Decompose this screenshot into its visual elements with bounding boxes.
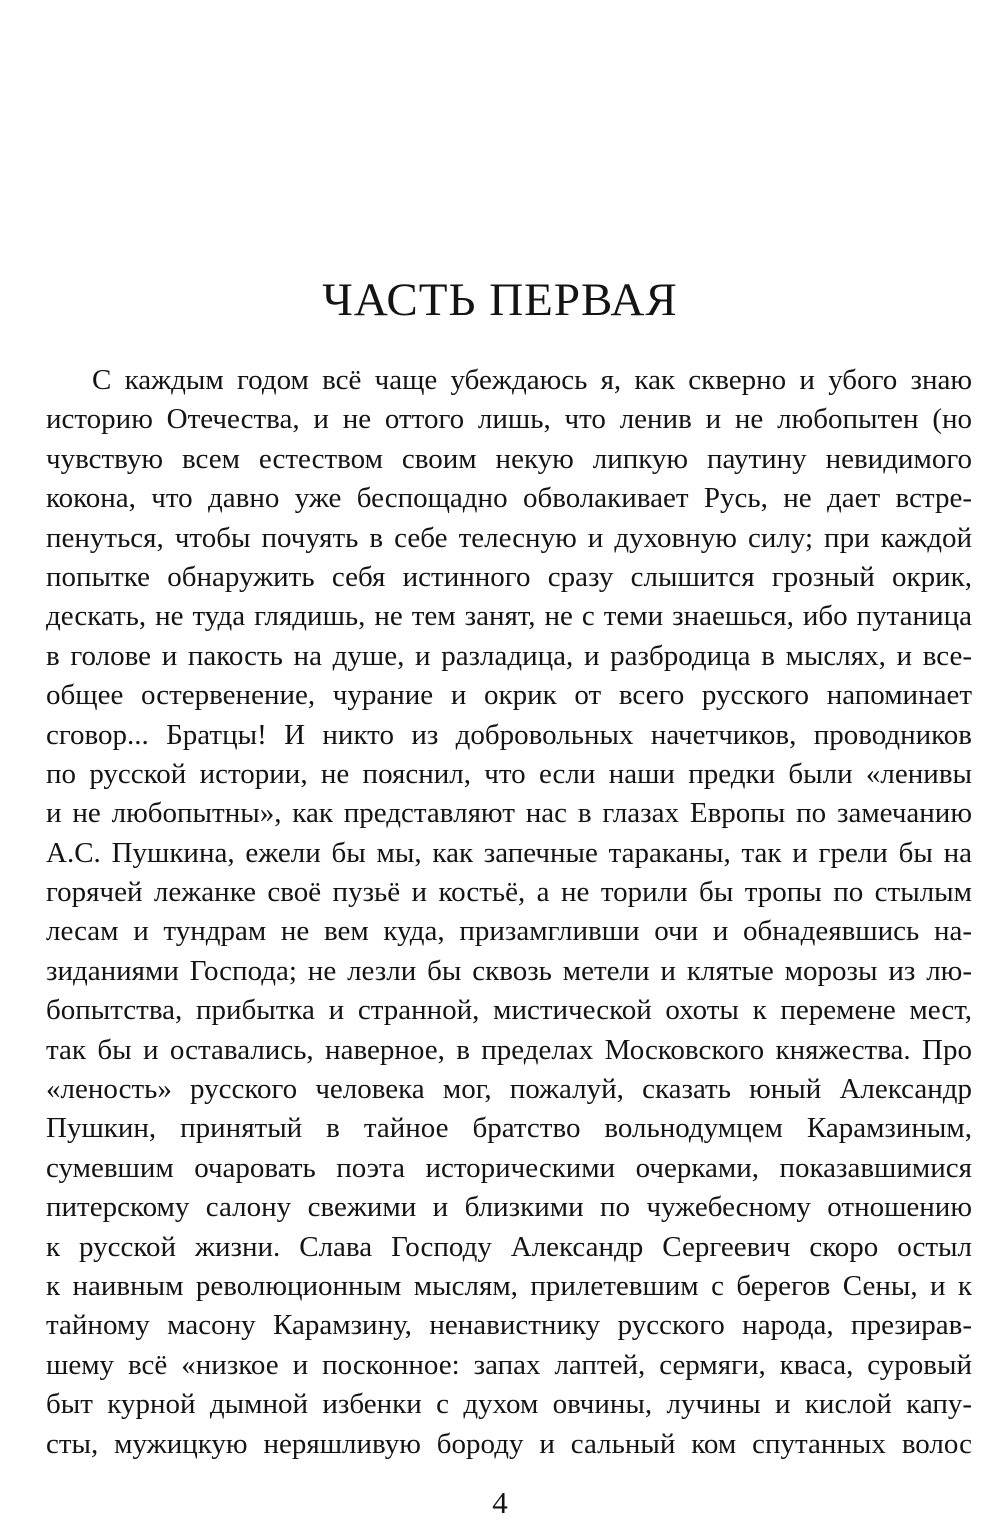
text-line: питерскому салону свежими и близкими по чужебесному отношению (46, 1191, 972, 1224)
text-line: зиданиями Господа; не лезли бы сквозь метели и клятые морозы из лю- (46, 954, 972, 987)
text-line: Пушкин, принятый в тайное братство вольнодумцем Карамзиным, (46, 1112, 972, 1145)
page-number: 4 (492, 1485, 508, 1520)
text-line: шему всё «низкое и посконное: запах лаптей, сермяги, кваса, суровый (46, 1348, 972, 1381)
text-line: попытке обнаружить себя истинного сразу слышится грозный окрик, (46, 560, 972, 593)
text-line: бопытства, прибытка и странной, мистической охоты к перемене мест, (46, 994, 972, 1027)
text-line: чувствую всем естеством своим некую липкую паутину невидимого (46, 442, 972, 475)
text-line: быт курной дымной избенки с духом овчины, лучины и кислой капу- (46, 1388, 972, 1421)
text-line: так бы и оставались, наверное, в пределах Московского княжества. Про (46, 1033, 972, 1066)
text-line: «леность» русского человека мог, пожалуй, сказать юный Александр (46, 1073, 972, 1106)
text-line: кокона, что давно уже беспощадно обволакивает Русь, не дает встре- (46, 482, 972, 515)
text-line: А.С. Пушкина, ежели бы мы, как запечные тараканы, так и грели бы на (46, 836, 972, 869)
text-line: сговор... Братцы! И никто из добровольных начетчиков, проводников (46, 718, 972, 751)
text-line: общее остервенение, чурание и окрик от всего русского напоминает (46, 679, 972, 712)
text-line: сты, мужицкую неряшливую бороду и сальный ком спутанных волос (46, 1427, 972, 1460)
text-line: дескать, не туда глядишь, не тем занят, не с теми знаешься, ибо путаница (46, 600, 972, 633)
text-line: лесам и тундрам не вем куда, призамгливши очи и обнадеявшись на- (46, 915, 972, 948)
text-line: сумевшим очаровать поэта историческими очерками, показавшимися (46, 1151, 972, 1184)
text-line: историю Отечества, и не оттого лишь, что ленив и не любопытен (но (46, 403, 972, 436)
body-text (46, 361, 972, 1464)
text-line: в голове и пакость на душе, и разладица, и разбродица в мыслях, и все- (46, 639, 972, 672)
text-line: к русской жизни. Слава Господу Александр Сергеевич скоро остыл (46, 1230, 972, 1263)
text-line: С каждым годом всё чаще убеждаюсь я, как скверно и убого знаю (92, 364, 972, 396)
text-line: и не любопытны», как представляют нас в глазах Европы по замечанию (46, 797, 972, 830)
text-line: по русской истории, не пояснил, что если наши предки были «ленивы (46, 757, 972, 790)
text-line: к наивным революционным мыслям, прилетевшим с берегов Сены, и к (46, 1269, 972, 1302)
chapter-title: ЧАСТЬ ПЕРВАЯ (322, 274, 678, 326)
text-line: пенуться, чтобы почуять в себе телесную и духовную силу; при каждой (46, 521, 972, 554)
text-line: горячей лежанке своё пузьё и костьё, а не торили бы тропы по стылым (46, 876, 972, 909)
text-line: тайному масону Карамзину, ненавистнику русского народа, презирав- (46, 1309, 972, 1342)
